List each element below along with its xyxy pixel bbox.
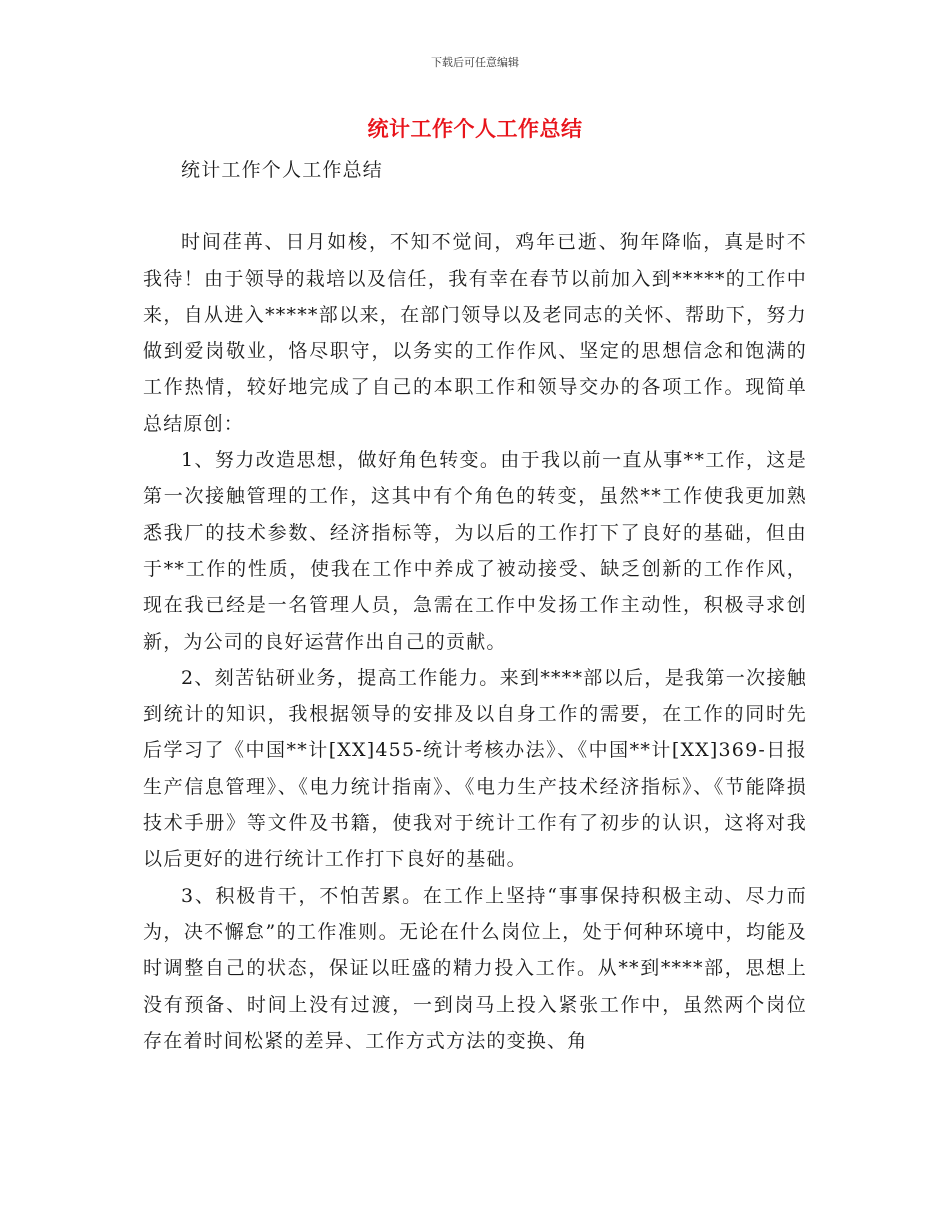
paragraph-point-3: 3、积极肯干，不怕苦累。在工作上坚持“事事保持积极主动、尽力而为，决不懈怠”的工作准则。无论在什么岗位上，处于何种环境中，均能及时调整自己的状态，保证以旺盛的精力投入工作。从**到****部，思想上没有预备、时间上没有过渡，一到岗马上投入紧张工作中，虽然两个岗位存在着时间松紧的差异、工作方式方法的变换、角 — [143, 884, 807, 1052]
paragraph-intro: 时间荏苒、日月如梭，不知不觉间，鸡年已逝、狗年降临，真是时不我待！由于领导的栽培以及信任，我有幸在春节以前加入到*****的工作中来，自从进入*****部以来，在部门领导以及老同志的关怀、帮助下，努力做到爱岗敬业，恪尽职守，以务实的工作作风、坚定的思想信念和饱满的工作热情，较好地完成了自己的本职工作和领导交办的各项工作。现简单总结原创： — [143, 231, 807, 435]
document-title: 统计工作个人工作总结 — [367, 117, 583, 141]
header-note: 下载后可任意编辑 — [431, 56, 519, 69]
paragraph-point-1: 1、努力改造思想，做好角色转变。由于我以前一直从事**工作，这是第一次接触管理的工作，这其中有个角色的转变，虽然**工作使我更加熟悉我厂的技术参数、经济指标等，为以后的工作打下了良好的基础，但由于**工作的性质，使我在工作中养成了被动接受、缺乏创新的工作作风，现在我已经是一名管理人员，急需在工作中发扬工作主动性，积极寻求创新，为公司的良好运营作出自己的贡献。 — [143, 449, 807, 653]
document-body — [143, 152, 807, 1059]
paragraph-point-2: 2、刻苦钻研业务，提高工作能力。来到****部以后，是我第一次接触到统计的知识，我根据领导的安排及以自身工作的需要，在工作的同时先后学习了《中国**计[XX]455-统计考核办法》、《中国**计[XX]369-日报生产信息管理》、《电力统计指南》、《电力生产技术经济指标》、《节能降损技术手册》等文件及书籍，使我对于统计工作有了初步的认识，这将对我以后更好的进行统计工作打下良好的基础。 — [143, 666, 807, 871]
document-subtitle: 统计工作个人工作总结 — [181, 159, 384, 181]
